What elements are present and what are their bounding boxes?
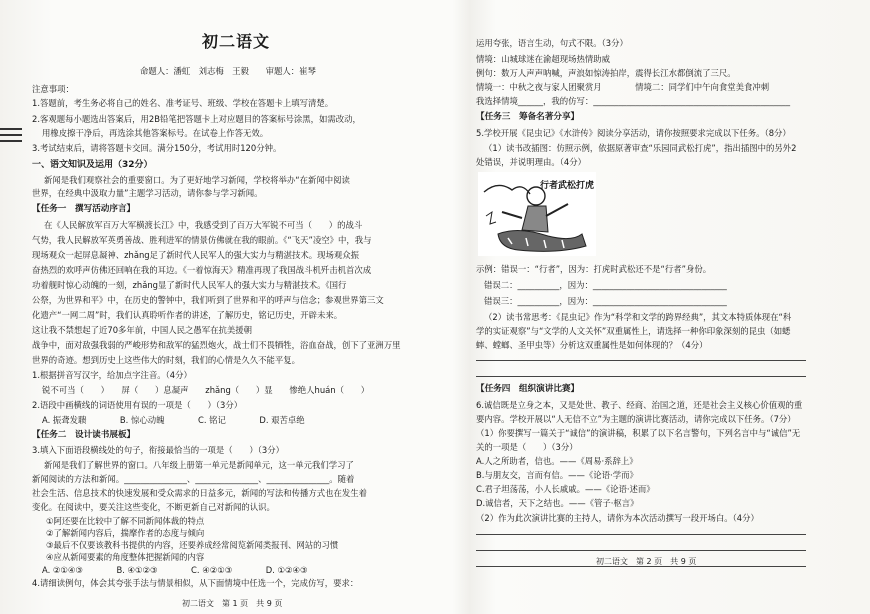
q4-line: 例句：数万人声声呐喊，声浪如惊涛拍岸，震得长江水都倒流了三尺。 <box>476 68 736 78</box>
passage-line: 战争中，面对敌强我弱的严峻形势和敌军的猛烈炮火，战士们不畏牺牲，浴血奋战，创下了亚洲万里 <box>32 340 401 350</box>
q6-option: C.君子坦荡荡，小人长戚戚。——《论语·述而》 <box>476 484 655 494</box>
section-heading: 一、语文知识及运用（32分） <box>32 160 153 170</box>
question-3: 3.填入下面语段横线处的句子，衔接最恰当的一项是（ ）（3分） <box>32 445 284 455</box>
q5-2-line: （2）读书常思考：《昆虫记》作为“科学和文学的跨界经典”，其文本特质体现在“科 <box>484 312 792 322</box>
notice-line: 3.考试结束后，请将答题卡交回。满分150分，考试用时120分钟。 <box>32 143 282 153</box>
authors: 命题人：潘虹 刘志梅 王毅 审题人：崔琴 <box>140 66 316 76</box>
question-3-options: A. ②①④③ B. ④①②③ C. ④②①③ D. ①②④③ <box>42 565 308 575</box>
answer-line[interactable] <box>476 376 806 377</box>
task-heading: 【任务一 撰写活动序言】 <box>32 204 136 214</box>
page-footer: 初二语文 第 1 页 共 9 页 <box>182 599 283 608</box>
intro-line: 世界，在经典中汲取力量”主题学习活动，请你参与学习新闻。 <box>32 188 263 198</box>
page-footer: 初二语文 第 2 页 共 9 页 <box>596 557 697 566</box>
q3-text-line: 变化。在阅读中，要关注这些变化，不断更新自己对新闻的认识。 <box>32 502 275 512</box>
q6-option: D.诚信者，天下之结也。——《管子·枢言》 <box>476 498 639 508</box>
q3-choice: ①阿还要在比较中了解不同新闻体裁的特点 <box>46 516 205 526</box>
q6-2-line: （2）作为此次演讲比赛的主持人，请你为本次活动撰写一段开场白。（4分） <box>476 513 759 523</box>
passage-line: 在《人民解放军百万大军横渡长江》中，我感受到了百万大军锐不可当（ ）的战斗 <box>44 220 363 230</box>
passage-line: 气势，我人民解放军英勇善战、胜利进军的情景仿佛就在我的眼前。《“飞天”凌空》中，我与 <box>32 235 372 245</box>
q5-1-line: （1）读书改插图：仿照示例，依据原著审查“乐园同武松打虎”，指出插图中的另外2 <box>484 143 797 153</box>
q6-option: A.人之所助者，信也。——《周易·系辞上》 <box>476 456 638 466</box>
notice-line: 用橡皮擦干净后，再选涂其他答案标号。在试卷上作答无效。 <box>42 128 269 138</box>
q6-line: （1）你要撰写一篇关于“诚信”的演讲稿，积累了以下名言警句，下列名言中与“诚信”无 <box>476 428 801 438</box>
error-line: 错误三：__________，因为：________________________________ <box>484 296 727 306</box>
task-heading: 【任务三 筹备名著分享】 <box>476 112 580 122</box>
answer-line[interactable] <box>476 550 806 551</box>
notice-line: 2.客观题每小题选出答案后，用2B铅笔把答题卡上对应题目的答案标号涂黑，如需改动， <box>32 114 361 124</box>
question-2: 2.语段中画横线的词语使用有误的一项是（ ）（3分） <box>32 400 243 410</box>
passage-line: 这让我不禁想起了近70多年前，中国人民之愚军在抗美援朝 <box>32 325 253 335</box>
passage-line: 现场观众一起屏息凝神、zhǎng足了新时代人民军人的强大实力与精湛技术。现场观众振 <box>32 250 359 260</box>
q5-1-line: 处错误，并说明理由。（4分） <box>476 157 587 167</box>
notice-line: 1.答题前，考生务必将自己的姓名、准考证号、班级、学校在答题卡上填写清楚。 <box>32 98 334 108</box>
q3-text-line: 社会生活、信息技术的快速发展和受众需求的日益多元，新闻的写法和传播方式也在发生着 <box>32 488 367 498</box>
q6-option: B.与朋友交，言而有信。——《论语·学而》 <box>476 470 638 480</box>
notice-heading: 注意事项： <box>32 84 74 94</box>
q3-choice: ③最后不仅要该教科书提供的内容，还要养成经常阅览新闻类报刊、网站的习惯 <box>46 540 339 550</box>
passage-line: 奋热烈的欢呼声仿佛还回响在我的耳边。《一着惊海天》精准再现了我国战斗机歼击机首次成 <box>32 265 372 275</box>
task-heading: 【任务二 设计读书展板】 <box>32 430 136 440</box>
binding-mark <box>0 128 22 130</box>
q4-answer-line: 我选择情境______，我的仿写：_______________________________________________ <box>476 96 791 106</box>
question-4: 4.请细读例句，体会其夸张手法与情景相似，从下面情境中任选一个，完成仿写，要求： <box>32 578 359 588</box>
answer-line[interactable] <box>476 534 806 535</box>
passage-line: 功着舰时惊心动魄的一刻，zhǎng显了新时代人民军人的强大实力与精湛技术。《国行 <box>32 280 347 290</box>
q5-2-line: 蟀、螳螂、圣甲虫等）分析这双重属性是如何体现的？（4分） <box>476 340 708 350</box>
binding-mark <box>0 134 22 136</box>
q3-choice: ②了解新闻内容后，揣摩作者的态度与倾向 <box>46 528 205 538</box>
passage-line: 公祭，为世界和平》中，在历史的警钟中，我们听到了世界和平的呼声与信念；参观世界第三文 <box>32 295 384 305</box>
q6-line: 要内容。学校开展以“人无信不立”为主题的演讲比赛活动，请你完成以下任务。（7分） <box>476 414 796 424</box>
q5-2-line: 学的实证观察”与“文学的人文关怀”双重属性上，请选择一种你印象深刻的昆虫（如蟋 <box>476 326 791 336</box>
illustration-label: 行者武松打虎 <box>540 181 595 191</box>
question-1-items: 锐不可当（ ） 屏（ ）息凝声 zhǎng（ ）显 惨绝人huán（ ） <box>42 385 370 395</box>
question-5: 5.学校开展《昆虫记》《水浒传》阅读分享活动，请你按照要求完成以下任务。（8分） <box>476 128 791 138</box>
q6-line: 6.诚信既是立身之本，又是处世、教子、经商、治国之道，还是社会主义核心价值观的重 <box>476 400 803 410</box>
example-line: 示例：错误一：“行者”，因为：打虎时武松还不是“行者”身份。 <box>476 264 712 274</box>
q3-choice: ④应从新闻要素的角度整体把握新闻的内容 <box>46 552 205 562</box>
q3-text-line: 新闻是我们了解世界的窗口。八年级上册第一单元是新闻单元，这一单元我们学习了 <box>44 460 354 470</box>
intro-line: 新闻是我们观察社会的重要窗口。为了更好地学习新闻，学校将举办“在新闻中阅读 <box>44 175 350 185</box>
q4-line: 情境：山城球迷在渝超现场热情助威 <box>476 54 610 64</box>
question-1: 1.根据拼音写汉字，给加点字注音。（4分） <box>32 370 192 380</box>
wusong-tiger-illustration <box>478 172 596 256</box>
task-heading: 【任务四 组织演讲比赛】 <box>476 384 580 394</box>
binding-mark <box>0 140 22 142</box>
question-2-options: A. 振聋发聩 B. 惊心动魄 C. 铭记 D. 艰苦卓绝 <box>42 415 305 425</box>
exam-title: 初二语文 <box>202 32 271 51</box>
passage-line: 化遗产“一网二周”时，我们认真聆听作者的讲述，了解历史，铭记历史，开辟未来。 <box>32 310 343 320</box>
passage-line: 世界的奇迹。想到历史上这些伟大的时刻，我们的心情是久久不能平复。 <box>32 355 300 365</box>
q3-text-line: 新闻阅读的方法和新闻。_______________、_______________、_______________。随着 <box>32 474 355 484</box>
q6-line: 关的一项是（ ）（3分） <box>476 442 578 452</box>
q4-line: 运用夸张，语言生动，句式不限。（3分） <box>476 38 628 48</box>
answer-line[interactable] <box>476 360 806 361</box>
q4-line: 情境一：中秋之夜与家人团聚赏月 情境二：同学们中午向食堂美食冲刺 <box>476 82 770 92</box>
error-line: 错误二：__________，因为：________________________________ <box>484 280 727 290</box>
